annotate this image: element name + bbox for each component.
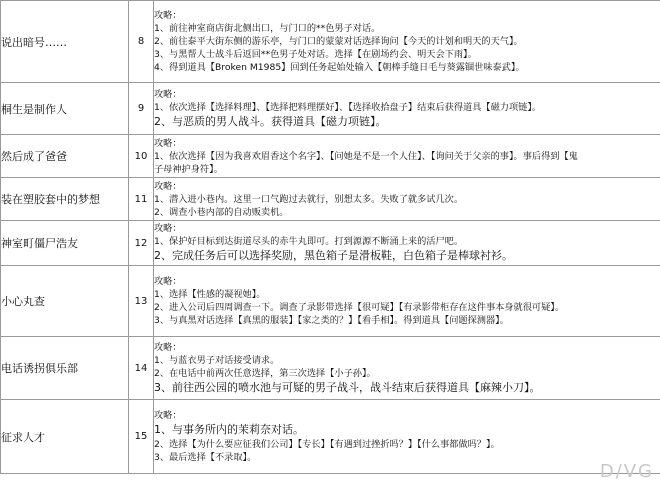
- step-line: 4、得到道具【Broken M1985】回到任务起始处输入【朝棒手缝日毛与葵露锢世味泰武】。: [154, 62, 525, 73]
- quest-row: [1, 83, 660, 135]
- step-line: 2、完成任务后可以选择奖励，黑色箱子是滑板鞋，白色箱子是棒球衬衫。: [154, 249, 513, 262]
- quest-row: [1, 135, 660, 178]
- quest-name: 神室町僵尸浩友: [1, 221, 129, 266]
- quest-number: 9: [129, 83, 154, 135]
- steps-heading: 攻略：: [154, 137, 182, 149]
- steps-heading: 攻略：: [154, 341, 182, 353]
- step-line: 2、前往泰平大街东侧的游乐亭，与门口的蒙蒙对话选择询问【今天的计划和明天的天气】。: [154, 36, 523, 47]
- quest-steps: [154, 1, 660, 83]
- steps-heading: 攻略：: [154, 276, 182, 287]
- quest-name: 小心丸查: [1, 266, 129, 337]
- quest-name: 桐生是制作人: [1, 83, 129, 135]
- quest-name: 电话诱拐俱乐部: [1, 337, 129, 400]
- step-line: 3、最后选择【不录取】。: [154, 452, 257, 463]
- step-line: 3、前往西公园的喷水池与可疑的男子战斗，战斗结束后获得道具【麻辣小刀】。: [154, 380, 541, 394]
- quest-steps: [154, 221, 660, 266]
- quest-name: 装在塑胶套中的梦想: [1, 178, 129, 221]
- steps-heading: 攻略：: [154, 223, 182, 234]
- step-line: 1、与事务所内的茉莉奈对话。: [154, 423, 304, 436]
- quest-steps: [154, 135, 660, 178]
- quest-number: 8: [129, 1, 154, 83]
- quest-number: 14: [129, 337, 154, 400]
- step-line: 子母神护身符】。: [154, 163, 223, 175]
- quest-row: [1, 178, 660, 221]
- step-line: 2、与恶质的男人战斗。获得道具【磁力项链】。: [154, 114, 387, 128]
- quest-steps: [154, 83, 660, 135]
- site-watermark: D/VG: [599, 461, 654, 482]
- quest-row: [1, 266, 660, 337]
- step-line: 2、选择【为什么要应征我们公司】【专长】【有遇到过挫折吗？】【什么事都做吗？】。: [154, 439, 500, 450]
- step-line: 1、选择【性感的凝视她】。: [154, 289, 266, 300]
- quest-name: 然后成了爸爸: [1, 135, 129, 178]
- steps-heading: 攻略：: [154, 180, 182, 192]
- steps-heading: 攻略：: [154, 88, 182, 100]
- step-line: 3、与黑帮人士战斗后返回**色男子处对话。选择【在剧场约会、明天会下雨】。: [154, 49, 477, 60]
- step-line: 1、与蓝衣男子对话接受请求。: [154, 354, 280, 366]
- quest-row: [1, 1, 660, 83]
- step-line: 1、潜入进小巷内。这里一口气跑过去就行，别想太多。失败了就多试几次。: [154, 193, 464, 205]
- quest-number: 15: [129, 400, 154, 474]
- step-line: 2、进入公司后四周调查一下。调查了录影带选择【很可疑】【有录影带柜存在这件事本身就很可疑】。: [154, 302, 565, 313]
- steps-heading: 攻略：: [154, 10, 182, 21]
- step-line: 1、前往神室商店街北侧出口，与门口的**色男子对话。: [154, 23, 381, 34]
- quest-number: 12: [129, 221, 154, 266]
- quest-name: 说出暗号……: [1, 1, 129, 83]
- quest-steps: [154, 400, 660, 474]
- step-line: 1、依次选择【选择料理】、【选择把料理摆好】、【选择收拾盘子】结束后获得道具【磁力项链】。: [154, 101, 542, 113]
- quest-row: [1, 400, 660, 474]
- quest-steps: [154, 337, 660, 400]
- step-line: 1、依次选择【因为我喜欢眉香这个名字】、【问她是不是一个人住】、【询问关于父亲的事】。事后得到【鬼: [154, 150, 578, 162]
- quest-row: [1, 337, 660, 400]
- step-line: 1、保护好目标到达街道尽头的赤牛丸即可。打到源源不断涌上来的活尸吧。: [154, 236, 464, 247]
- quest-number: 13: [129, 266, 154, 337]
- quest-name: 征求人才: [1, 400, 129, 474]
- steps-heading: 攻略：: [154, 410, 182, 421]
- quest-row: [1, 221, 660, 266]
- quest-steps: [154, 178, 660, 221]
- quest-steps: [154, 266, 660, 337]
- quest-number: 11: [129, 178, 154, 221]
- step-line: 3、与真黑对话选择【真黑的服装】【家之类的？】【看手相】。得到道具【问题探测器】。: [154, 315, 509, 326]
- step-line: 2、调查小巷内部的自动贩卖机。: [154, 206, 289, 218]
- step-line: 2、在电话中前两次任意选择，第三次选择【小子孙】。: [154, 367, 376, 379]
- quest-number: 10: [129, 135, 154, 178]
